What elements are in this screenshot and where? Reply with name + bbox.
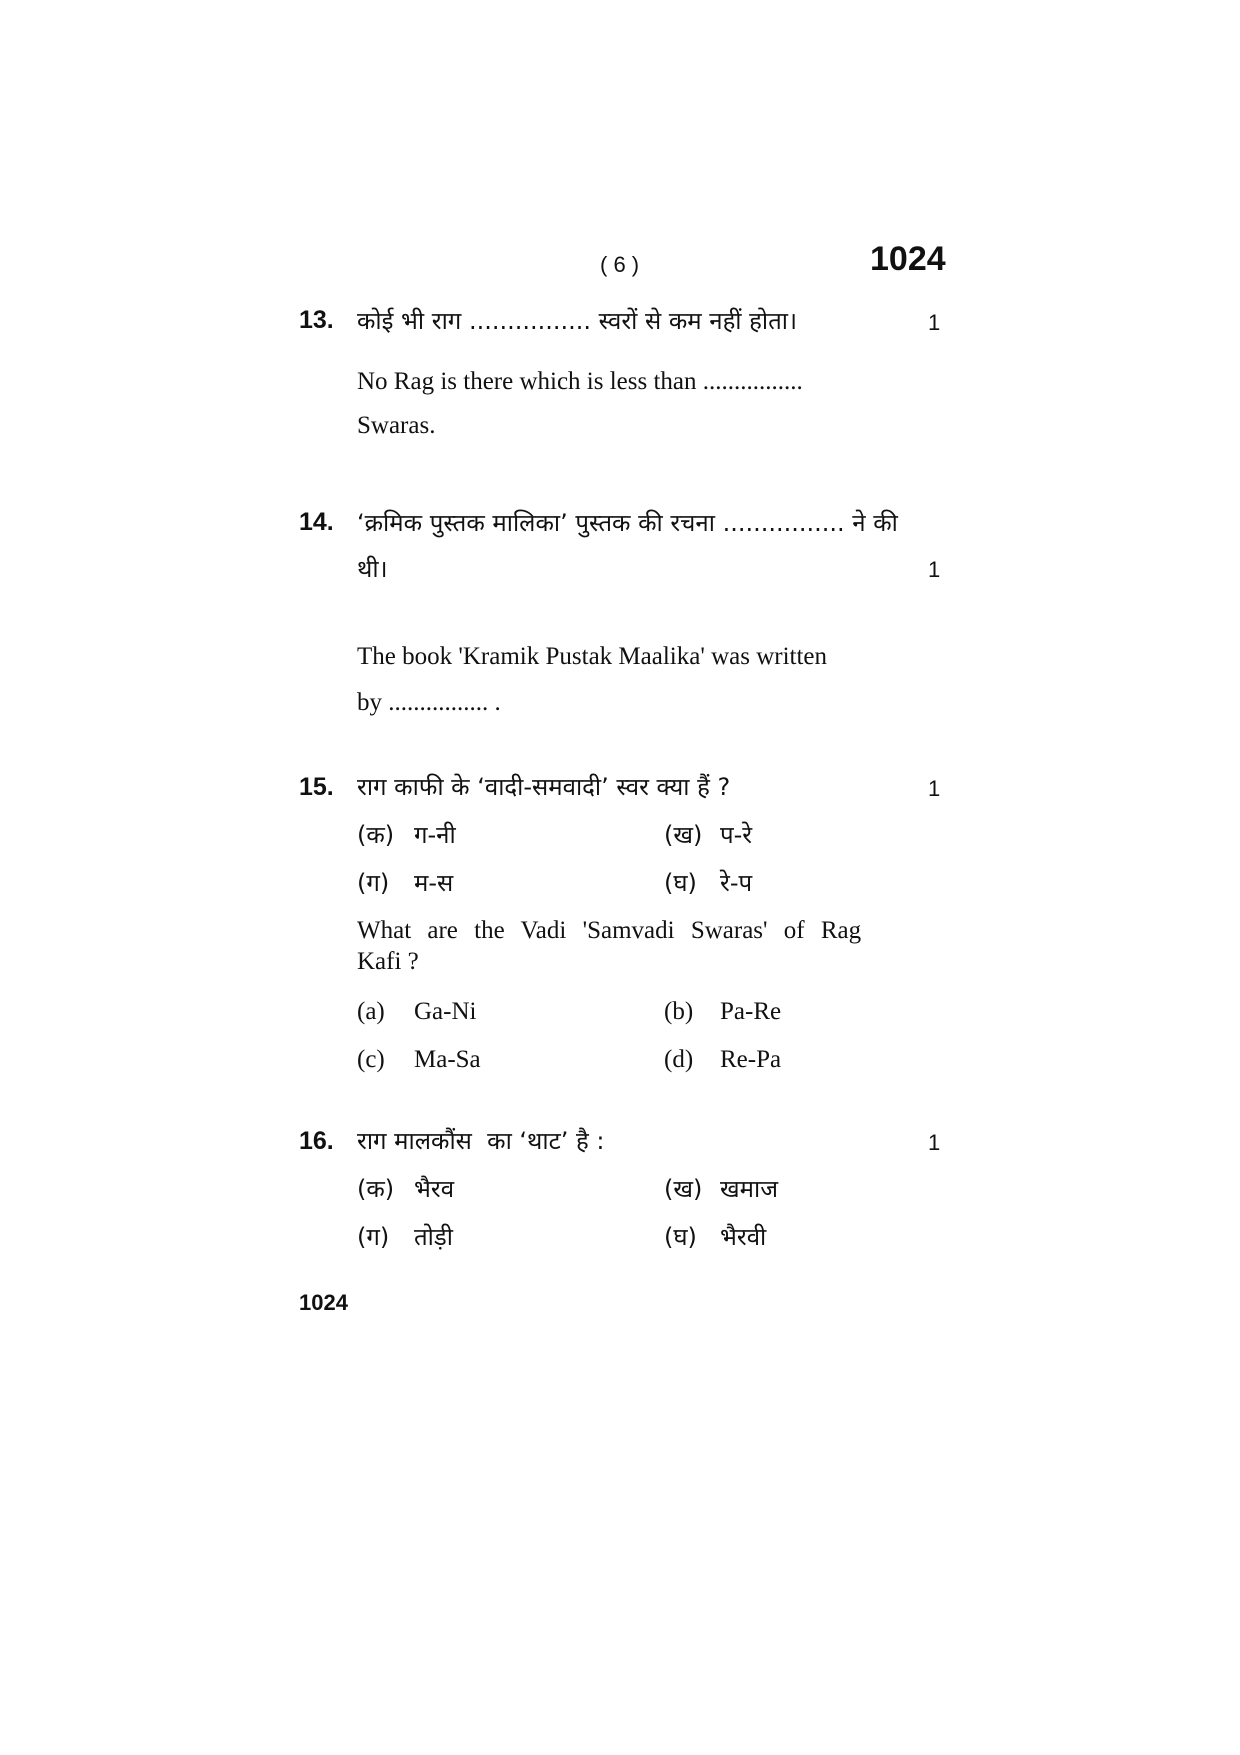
question-15-hindi-text: राग काफी के ‘वादी-समवादी’ स्वर क्या हैं ? xyxy=(357,773,731,801)
question-15-marks: 1 xyxy=(928,776,941,801)
question-15-option-d-label: (d) xyxy=(664,1046,694,1073)
question-15-option-gha-text: रे-प xyxy=(720,869,753,897)
question-15-option-ka-text: ग-नी xyxy=(414,821,456,849)
question-14-number: 14. xyxy=(299,508,334,536)
question-16-option-gha-label: (घ) xyxy=(664,1223,697,1251)
question-15-option-kha-text: प-रे xyxy=(720,821,753,849)
question-15-english-line-2: Kafi ? xyxy=(357,948,419,975)
question-16-option-ka-text: भैरव xyxy=(414,1175,455,1203)
question-16-option-gha-text: भैरवी xyxy=(720,1223,767,1251)
paper-code-footer: 1024 xyxy=(299,1290,348,1315)
question-16-option-kha-text: खमाज xyxy=(720,1175,779,1203)
question-15-option-ga-label: (ग) xyxy=(357,869,390,897)
paper-code-header: 1024 xyxy=(870,240,946,278)
question-16-option-ga-label: (ग) xyxy=(357,1223,390,1251)
question-16-option-ga-text: तोड़ी xyxy=(414,1223,453,1251)
question-14-english-line-2: by ................ . xyxy=(357,689,501,716)
question-15-option-a-label: (a) xyxy=(357,998,385,1025)
question-14-hindi-line-1: ‘क्रमिक पुस्तक मालिका’ पुस्तक की रचना ................ ने की xyxy=(357,509,898,537)
question-15-option-ga-text: म-स xyxy=(414,869,454,897)
question-14-english-line-1: The book 'Kramik Pustak Maalika' was written xyxy=(357,643,828,670)
question-13-english-line-1 xyxy=(357,368,935,396)
question-13-hindi-text: कोई भी राग ................ स्वरों से कम नहीं होता। xyxy=(357,307,798,335)
question-15-option-kha-label: (ख) xyxy=(664,821,703,849)
question-16-option-ka-label: (क) xyxy=(357,1175,395,1203)
question-15-option-b-text: Pa-Re xyxy=(720,998,782,1025)
question-13-english-line-2: Swaras. xyxy=(357,412,436,439)
question-15-english-line-1: What are the Vadi 'Samvadi Swaras' of Rag xyxy=(357,917,862,944)
question-14-marks: 1 xyxy=(928,557,941,582)
question-16-marks: 1 xyxy=(928,1130,941,1155)
question-16-number: 16. xyxy=(299,1127,334,1155)
question-15-option-ka-label: (क) xyxy=(357,821,395,849)
question-15-option-d-text: Re-Pa xyxy=(720,1046,782,1073)
question-15-option-gha-label: (घ) xyxy=(664,869,697,897)
question-15-option-c-label: (c) xyxy=(357,1046,385,1073)
question-13-english-words: No Rag is there which is less than ................ xyxy=(357,368,803,395)
question-16-hindi-text: राग मालकौंस का ‘थाट’ है : xyxy=(357,1127,605,1155)
question-15-number: 15. xyxy=(299,773,334,801)
question-15-option-c-text: Ma-Sa xyxy=(414,1046,481,1073)
question-13-marks: 1 xyxy=(928,310,941,335)
question-13-number: 13. xyxy=(299,306,334,334)
question-14-hindi-line-2: थी। xyxy=(357,555,388,583)
page-number: ( 6 ) xyxy=(600,252,640,277)
question-15-option-a-text: Ga-Ni xyxy=(414,998,477,1025)
question-15-option-b-label: (b) xyxy=(664,998,694,1025)
question-16-option-kha-label: (ख) xyxy=(664,1175,703,1203)
